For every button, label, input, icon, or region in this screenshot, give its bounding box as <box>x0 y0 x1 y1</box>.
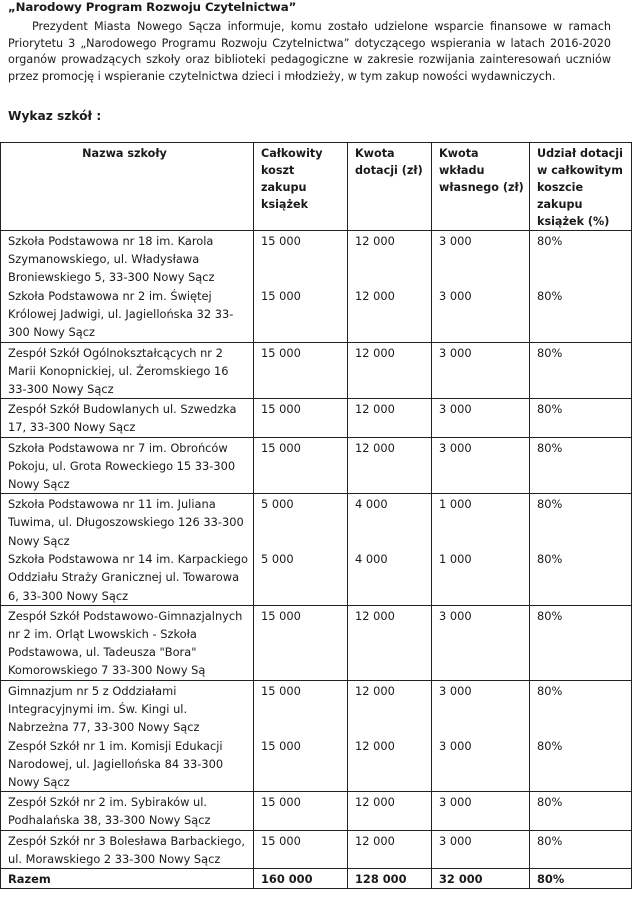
total-cost: 15 000 <box>261 289 301 303</box>
total-cost-cell <box>254 437 348 494</box>
total-label: Razem <box>1 869 254 889</box>
school-name: Szkoła Podstawowa nr 7 im. Obrońców Pokoju, ul. Grota Roweckiego 15 33-300 Nowy Sącz <box>8 440 236 492</box>
grant-share-cell <box>530 830 632 868</box>
grant-amount: 12 000 <box>355 234 395 248</box>
school-name-cell <box>1 792 254 830</box>
own-contribution: 1 000 <box>439 552 472 567</box>
school-name: Gimnazjum nr 5 z Oddziałami Integracyjnymi im. Św. Kingi ul. Nabrzeżna 77, 33-300 Nowy Sącz <box>8 683 200 735</box>
grant-share-cell <box>530 792 632 830</box>
own-contribution: 3 000 <box>439 738 472 753</box>
own-contribution: 3 000 <box>439 234 472 248</box>
grant-share: 80% <box>537 795 563 810</box>
grant-share-cell <box>530 680 632 792</box>
own-contribution-cell <box>432 494 530 606</box>
table-header-row <box>1 143 632 231</box>
total-cost: 5 000 <box>261 552 294 567</box>
own-contribution: 3 000 <box>439 795 472 810</box>
header-grant-share: Udział dotacji w całkowitym koszcie zakupu książek (%) <box>530 143 632 231</box>
table-row <box>1 792 632 830</box>
own-contribution-cell <box>432 342 530 399</box>
grant-amount-cell <box>348 342 432 399</box>
total-cost: 15 000 <box>261 608 301 623</box>
total-cost: 15 000 <box>261 833 301 848</box>
grant-amount: 4 000 <box>355 497 388 512</box>
grant-amount: 12 000 <box>355 345 395 360</box>
school-name: Zespół Szkół Ogólnokształcących nr 2 Marii Konopnickiej, ul. Żeromskiego 16 33-300 Nowy Sącz <box>8 345 229 397</box>
grant-share-cell <box>530 399 632 437</box>
grant-amount-cell <box>348 399 432 437</box>
school-name-cell <box>1 494 254 606</box>
table-row <box>1 437 632 494</box>
school-name: Zespół Szkół Podstawowo-Gimnazjalnych nr 2 im. Orląt Lwowskich - Szkoła Podstawowa, ul. Tadeusza "Bora" Komorowskiego 7 33-300 Nowy Są <box>8 608 243 678</box>
own-contribution-cell <box>432 830 530 868</box>
grant-amount-cell <box>348 437 432 494</box>
own-contribution: 3 000 <box>439 608 472 623</box>
grant-amount-cell <box>348 680 432 792</box>
school-name: Zespół Szkół Budowlanych ul. Szwedzka 17, 33-300 Nowy Sącz <box>8 402 237 435</box>
school-name: Zespół Szkół nr 2 im. Sybiraków ul. Podhalańska 38, 33-300 Nowy Sącz <box>8 795 211 828</box>
own-contribution-cell <box>432 605 530 680</box>
total-row <box>1 869 632 889</box>
total-cost: 15 000 <box>261 234 301 248</box>
own-contribution-cell <box>432 231 530 343</box>
total-share: 80% <box>530 869 632 889</box>
own-contribution: 3 000 <box>439 402 472 417</box>
grant-share: 80% <box>537 402 563 417</box>
own-contribution: 3 000 <box>439 289 472 303</box>
total-cost-cell <box>254 830 348 868</box>
school-name-cell <box>1 680 254 792</box>
school-name-cell <box>1 399 254 437</box>
total-cost: 15 000 <box>261 738 301 753</box>
school-name-cell <box>1 830 254 868</box>
intro-paragraph: Prezydent Miasta Nowego Sącza informuje, komu zostało udzielone wsparcie finansowe w ramach Priorytetu 3 „Narodowego Programu Rozwoju Czytelnictwa” dotyczącego wspierania w latach 2016-2020 organów prowadzących szkoły oraz biblioteki pedagogiczne w zakresie rozwijania zainteresowań uczniów przez promocję i wspieranie czytelnictwa dzieci i młodzieży, w tym zakup nowości wydawniczych. <box>8 20 611 83</box>
own-contribution-cell <box>432 399 530 437</box>
grant-share-cell <box>530 231 632 343</box>
header-own-contribution: Kwota wkładu własnego (zł) <box>432 143 530 231</box>
grant-amount: 12 000 <box>355 440 395 455</box>
grant-share: 80% <box>537 345 563 360</box>
grant-amount-cell <box>348 792 432 830</box>
grant-share: 80% <box>537 683 563 698</box>
grant-amount: 12 000 <box>355 795 395 810</box>
grant-share: 80% <box>537 738 563 753</box>
own-contribution: 3 000 <box>439 683 472 698</box>
grant-amount: 12 000 <box>355 738 395 753</box>
own-contribution: 1 000 <box>439 497 472 512</box>
total-cost: 15 000 <box>261 440 301 455</box>
total-grant-sum: 128 000 <box>348 869 432 889</box>
school-name: Zespół Szkół nr 1 im. Komisji Edukacji Narodowej, ul. Jagiellońska 84 33-300 Nowy Sącz <box>8 738 224 790</box>
own-contribution-cell <box>432 792 530 830</box>
total-cost-cell <box>254 605 348 680</box>
total-own-sum: 32 000 <box>432 869 530 889</box>
grant-amount: 12 000 <box>355 289 395 303</box>
header-total-cost: Całkowity koszt zakupu książek <box>254 143 348 231</box>
school-list-heading: Wykaz szkół : <box>8 109 102 123</box>
grant-amount: 12 000 <box>355 402 395 417</box>
own-contribution: 3 000 <box>439 833 472 848</box>
grant-share: 80% <box>537 552 563 567</box>
document-title: „Narodowy Program Rozwoju Czytelnictwa” <box>8 0 297 14</box>
own-contribution: 3 000 <box>439 440 472 455</box>
grant-amount: 12 000 <box>355 683 395 698</box>
total-cost-cell <box>254 494 348 606</box>
table-row <box>1 830 632 868</box>
grant-share: 80% <box>537 234 563 248</box>
school-name-cell <box>1 437 254 494</box>
total-cost-cell <box>254 680 348 792</box>
total-cost-cell <box>254 231 348 343</box>
school-name: Szkoła Podstawowa nr 14 im. Karpackiego Oddziału Straży Granicznej ul. Towarowa 6, 33-300 Nowy Sącz <box>8 552 248 603</box>
total-cost-cell <box>254 792 348 830</box>
total-cost: 15 000 <box>261 402 301 417</box>
grant-share: 80% <box>537 440 563 455</box>
grant-share: 80% <box>537 608 563 623</box>
table-row <box>1 494 632 606</box>
grant-amount: 12 000 <box>355 608 395 623</box>
school-name: Szkoła Podstawowa nr 2 im. Świętej Królowej Jadwigi, ul. Jagiellońska 32 33-300 Nowy Sącz <box>8 289 234 340</box>
total-cost: 15 000 <box>261 795 301 810</box>
grant-share: 80% <box>537 289 563 303</box>
header-school-name: Nazwa szkoły <box>1 143 254 231</box>
grant-amount-cell <box>348 231 432 343</box>
table-row <box>1 605 632 680</box>
table-row <box>1 680 632 792</box>
school-name-cell <box>1 342 254 399</box>
total-cost-sum: 160 000 <box>254 869 348 889</box>
grant-amount: 4 000 <box>355 552 388 567</box>
grant-share: 80% <box>537 497 563 512</box>
grant-amount-cell <box>348 830 432 868</box>
own-contribution-cell <box>432 680 530 792</box>
grant-share-cell <box>530 494 632 606</box>
total-cost: 5 000 <box>261 497 294 512</box>
own-contribution-cell <box>432 437 530 494</box>
grant-share-cell <box>530 437 632 494</box>
grant-amount-cell <box>348 494 432 606</box>
school-name: Szkoła Podstawowa nr 18 im. Karola Szymanowskiego, ul. Władysława Broniewskiego 5, 33-300 Nowy Sącz <box>8 234 215 285</box>
grant-share-cell <box>530 605 632 680</box>
schools-table <box>0 142 632 889</box>
school-name: Szkoła Podstawowa nr 11 im. Juliana Tuwima, ul. Długoszowskiego 126 33-300 Nowy Sącz <box>8 497 244 548</box>
own-contribution: 3 000 <box>439 345 472 360</box>
total-cost-cell <box>254 399 348 437</box>
table-row <box>1 231 632 343</box>
grant-amount-cell <box>348 605 432 680</box>
total-cost-cell <box>254 342 348 399</box>
total-cost: 15 000 <box>261 683 301 698</box>
table-row <box>1 399 632 437</box>
school-name-cell <box>1 605 254 680</box>
school-name: Zespół Szkół nr 3 Bolesława Barbackiego, ul. Morawskiego 2 33-300 Nowy Sącz <box>8 833 245 866</box>
header-grant-amount: Kwota dotacji (zł) <box>348 143 432 231</box>
total-cost: 15 000 <box>261 345 301 360</box>
table-row <box>1 342 632 399</box>
grant-amount: 12 000 <box>355 833 395 848</box>
school-name-cell <box>1 231 254 343</box>
grant-share: 80% <box>537 833 563 848</box>
grant-share-cell <box>530 342 632 399</box>
